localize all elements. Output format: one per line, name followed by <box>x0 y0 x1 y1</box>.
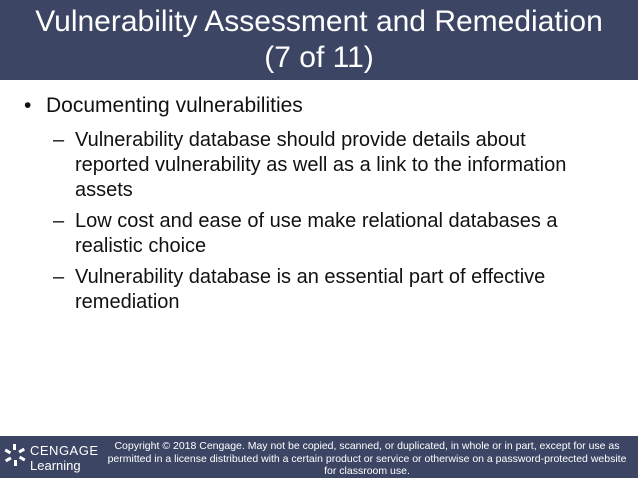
copyright-line-1: Copyright © 2018 Cengage. May not be copied, scanned, or duplicated, in whole or in part, except for use as <box>114 440 620 452</box>
sub-bullet-2-line-1: Low cost and ease of use make relational databases a <box>75 210 558 232</box>
logo-wordmark-bottom: Learning <box>30 458 81 473</box>
sub-bullet-3-line-2: remediation <box>75 291 180 313</box>
slide-title-line-2: (7 of 11) <box>264 41 374 74</box>
sub-bullet-3-text <box>75 265 615 315</box>
copyright-line-3: for classroom use. <box>324 465 410 477</box>
slide-title-line-1: Vulnerability Assessment and Remediation <box>35 5 603 38</box>
copyright-line-2: permitted in a license distributed with a certain product or service or otherwise on a password-protected website <box>107 452 627 465</box>
slide-title-bar <box>0 0 638 80</box>
slide-footer <box>0 436 638 478</box>
sub-bullet-1-line-3: assets <box>75 179 133 201</box>
sub-bullet-1-line-1: Vulnerability database should provide details about <box>75 129 526 151</box>
logo-wordmark-top: CENGAGE <box>30 443 99 458</box>
main-bullet-text: Documenting vulnerabilities <box>46 94 303 117</box>
sub-bullet-3-line-1: Vulnerability database is an essential part of effective <box>75 266 546 288</box>
copyright-notice <box>104 440 630 478</box>
dash-icon: – <box>53 266 65 288</box>
sub-bullet-2-line-2: realistic choice <box>75 235 207 257</box>
dash-icon: – <box>53 210 65 232</box>
cengage-logo-icon <box>4 444 26 466</box>
sub-bullet-2-text <box>75 209 615 259</box>
cengage-logo <box>4 442 100 474</box>
sub-bullet-1-text <box>75 128 615 203</box>
dash-icon: – <box>53 129 65 151</box>
sub-bullet-1-line-2: reported vulnerability as well as a link to the information <box>75 154 567 176</box>
bullet-dot-icon: • <box>24 94 32 117</box>
